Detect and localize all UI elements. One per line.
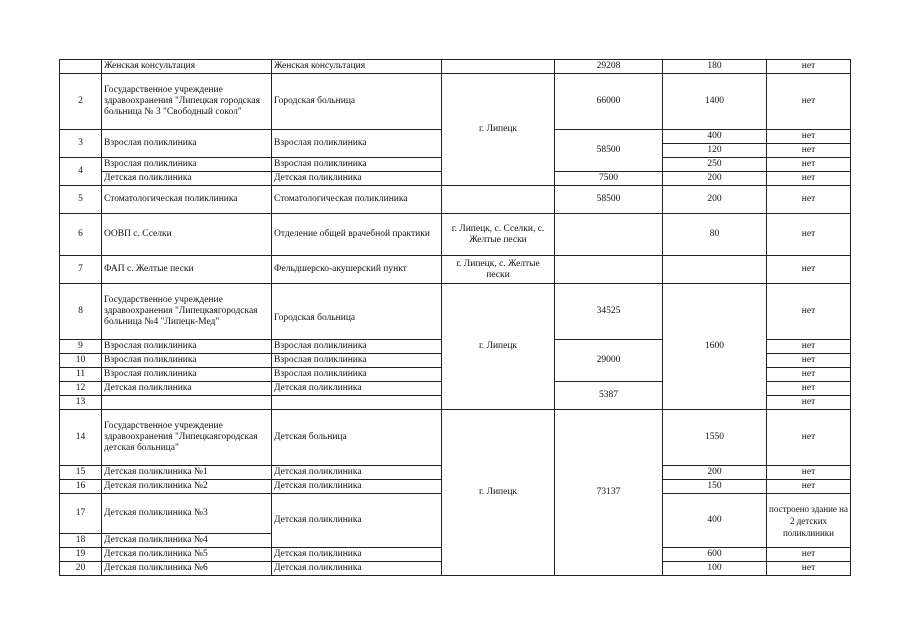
- facility-name: Взрослая поликлиника: [102, 340, 272, 354]
- facility-name: Детская поликлиника №5: [102, 548, 272, 562]
- status: нет: [767, 340, 851, 354]
- capacity: 400: [663, 130, 767, 144]
- capacity: 150: [663, 480, 767, 494]
- facility-name: Детская поликлиника №1: [102, 466, 272, 480]
- capacity: [663, 256, 767, 284]
- location-merged: г. Липецк: [442, 410, 555, 576]
- status: нет: [767, 74, 851, 130]
- status: построено здание на 2 детских поликлиники: [767, 494, 851, 548]
- facility-type: Взрослая поликлиника: [272, 158, 442, 172]
- table-row: [60, 214, 851, 256]
- status: нет: [767, 368, 851, 382]
- table-row: [60, 60, 851, 74]
- row-number: 11: [60, 368, 102, 382]
- status: нет: [767, 396, 851, 410]
- row-number: 14: [60, 410, 102, 466]
- capacity: 600: [663, 548, 767, 562]
- row-number: 13: [60, 396, 102, 410]
- status: нет: [767, 410, 851, 466]
- status: нет: [767, 562, 851, 576]
- facility-name: Детская поликлиника №2: [102, 480, 272, 494]
- facility-name: Государственное учреждение здравоохранения "Липецкаягородская детская больница": [102, 410, 272, 466]
- population: 58500: [555, 186, 663, 214]
- status: нет: [767, 548, 851, 562]
- facility-name: Детская поликлиника №4: [102, 534, 272, 548]
- population-merged: 5387: [555, 382, 663, 410]
- status: нет: [767, 284, 851, 340]
- facility-type: [272, 396, 442, 410]
- status: нет: [767, 158, 851, 172]
- location: г. Липецк, с. Сселки, с. Желтые пески: [442, 214, 555, 256]
- population-merged: 73137: [555, 410, 663, 576]
- facility-name: Взрослая поликлиника: [102, 368, 272, 382]
- row-number: 18: [60, 534, 102, 548]
- facility-type: Женская консультация: [272, 60, 442, 74]
- row-number: 7: [60, 256, 102, 284]
- population: 29208: [555, 60, 663, 74]
- facility-type: Детская поликлиника: [272, 466, 442, 480]
- table-row: [60, 284, 851, 340]
- status: нет: [767, 214, 851, 256]
- facility-name: Детская поликлиника: [102, 382, 272, 396]
- capacity: 180: [663, 60, 767, 74]
- facility-name: Взрослая поликлиника: [102, 354, 272, 368]
- population: [555, 214, 663, 256]
- location-cell: [442, 60, 555, 74]
- facility-name: Детская поликлиника: [102, 172, 272, 186]
- facility-name: ФАП с. Желтые пески: [102, 256, 272, 284]
- status: нет: [767, 354, 851, 368]
- capacity: 80: [663, 214, 767, 256]
- status: нет: [767, 130, 851, 144]
- status: нет: [767, 256, 851, 284]
- row-number: 10: [60, 354, 102, 368]
- status: нет: [767, 144, 851, 158]
- status: нет: [767, 480, 851, 494]
- location-merged: г. Липецк: [442, 74, 555, 186]
- capacity: 200: [663, 172, 767, 186]
- row-number: 2: [60, 74, 102, 130]
- population: 34525: [555, 284, 663, 340]
- facility-type: Детская поликлиника: [272, 172, 442, 186]
- status: нет: [767, 172, 851, 186]
- status: нет: [767, 186, 851, 214]
- facility-type: Стоматологическая поликлиника: [272, 186, 442, 214]
- population: 7500: [555, 172, 663, 186]
- table-row: [60, 256, 851, 284]
- facility-type: Взрослая поликлиника: [272, 130, 442, 158]
- facility-type: Городская больница: [272, 74, 442, 130]
- capacity-merged: 1600: [663, 284, 767, 410]
- row-number: 8: [60, 284, 102, 340]
- facility-name: Женская консультация: [102, 60, 272, 74]
- population: 66000: [555, 74, 663, 130]
- facility-type: Городская больница: [272, 284, 442, 340]
- location-cell: [442, 186, 555, 214]
- facility-name: Стоматологическая поликлиника: [102, 186, 272, 214]
- row-number: 17: [60, 494, 102, 534]
- facility-name: Детская поликлиника №3: [102, 494, 272, 534]
- location: г. Липецк, с. Желтые пески: [442, 256, 555, 284]
- row-number: 3: [60, 130, 102, 158]
- status: нет: [767, 60, 851, 74]
- facility-name: Взрослая поликлиника: [102, 130, 272, 158]
- facility-name: Государственное учреждение здравоохранения "Липецкая городская больница № 3 "Свободный сокол": [102, 74, 272, 130]
- capacity: 120: [663, 144, 767, 158]
- facilities-table: [59, 59, 851, 576]
- capacity: 200: [663, 186, 767, 214]
- row-number: 16: [60, 480, 102, 494]
- row-number: 15: [60, 466, 102, 480]
- capacity: 250: [663, 158, 767, 172]
- facility-type: Детская поликлиника: [272, 480, 442, 494]
- row-number: [60, 60, 102, 74]
- facility-type: Взрослая поликлиника: [272, 368, 442, 382]
- capacity: 1550: [663, 410, 767, 466]
- status: нет: [767, 466, 851, 480]
- facility-type: Взрослая поликлиника: [272, 354, 442, 368]
- facility-name: Государственное учреждение здравоохранения "Липецкаягородская больница №4 "Липецк-Мед": [102, 284, 272, 340]
- table-row: [60, 74, 851, 130]
- facility-name: Детская поликлиника №6: [102, 562, 272, 576]
- row-number: 6: [60, 214, 102, 256]
- facility-type: Детская поликлиника: [272, 382, 442, 396]
- facility-type: Отделение общей врачебной практики: [272, 214, 442, 256]
- row-number: 12: [60, 382, 102, 396]
- population-merged: 58500: [555, 130, 663, 172]
- row-number: 9: [60, 340, 102, 354]
- row-number: 5: [60, 186, 102, 214]
- capacity: 400: [663, 494, 767, 548]
- facility-type: Детская больница: [272, 410, 442, 466]
- row-number: 19: [60, 548, 102, 562]
- facility-type: Детская поликлиника: [272, 494, 442, 548]
- row-number: 4: [60, 158, 102, 186]
- population-merged: 29000: [555, 340, 663, 382]
- table-row: [60, 410, 851, 466]
- table-row: [60, 186, 851, 214]
- facility-type: Фельдшерско-акушерский пункт: [272, 256, 442, 284]
- facility-name: [102, 396, 272, 410]
- capacity: 1400: [663, 74, 767, 130]
- capacity: 100: [663, 562, 767, 576]
- row-number: 20: [60, 562, 102, 576]
- facility-name: Взрослая поликлиника: [102, 158, 272, 172]
- facility-type: Детская поликлиника: [272, 562, 442, 576]
- facility-type: Детская поликлиника: [272, 548, 442, 562]
- facility-name: ООВП с. Сселки: [102, 214, 272, 256]
- location-merged: г. Липецк: [442, 284, 555, 410]
- population: [555, 256, 663, 284]
- status: нет: [767, 382, 851, 396]
- capacity: 200: [663, 466, 767, 480]
- facility-type: Взрослая поликлиника: [272, 340, 442, 354]
